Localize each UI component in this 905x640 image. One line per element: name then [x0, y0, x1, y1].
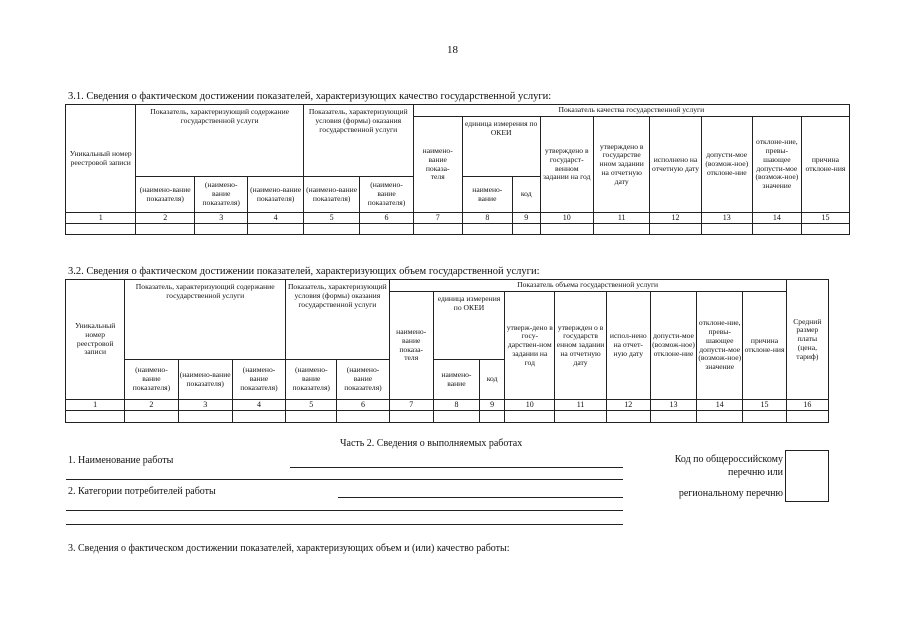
empty-cell[interactable] — [480, 411, 505, 423]
section-3-title: 3. Сведения о фактическом достижении показателей, характеризующих объем и (или) качество работы: — [68, 543, 510, 554]
section-3-1-title: 3.1. Сведения о фактическом достижении показателей, характеризующих качество государственной услуги: — [68, 91, 552, 102]
column-number: 13 — [650, 400, 696, 411]
header-approved-year: утверж-дено в госу-дарствен-ном задании на год — [505, 292, 555, 400]
empty-cell[interactable] — [701, 224, 752, 235]
column-number: 14 — [752, 213, 801, 224]
column-number: 16 — [786, 400, 828, 411]
header-quality-indicator: Показатель качества государственной услуги — [413, 105, 849, 117]
header-exceeding-deviation: отклоне-ние, превы-шающее допусти-мое (возмож-ное) значение — [752, 117, 801, 213]
header-indicator-name: наимено- вание показа- теля — [413, 117, 462, 213]
header-deviation-reason: причина отклоне-ния — [743, 292, 786, 400]
code-label-line-3: региональному перечню — [678, 488, 783, 499]
empty-cell[interactable] — [505, 411, 555, 423]
empty-cell[interactable] — [232, 411, 285, 423]
header-executed: испол-нено на отчет-ную дату — [606, 292, 650, 400]
empty-cell[interactable] — [593, 224, 650, 235]
empty-cell[interactable] — [752, 224, 801, 235]
column-number: 4 — [232, 400, 285, 411]
header-unit-name: наимено-вание — [462, 177, 512, 213]
header-exceeding-deviation: отклоне-ние, превы-шающее допусти-мое (возмож-ное) значение — [697, 292, 743, 400]
header-approved-date: утверждено в государстве нном задании на отчетную дату — [593, 117, 650, 213]
empty-cell[interactable] — [413, 224, 462, 235]
column-number: 8 — [433, 400, 479, 411]
empty-cell[interactable] — [125, 411, 178, 423]
column-number: 6 — [337, 400, 389, 411]
header-unit-okei: единица измерения по ОКЕИ — [433, 292, 504, 360]
header-sub-name: (наимено-вание показателя) — [286, 360, 337, 400]
header-allowed-deviation: допусти-мое (возмож-ное) отклоне-ние — [650, 292, 696, 400]
empty-cell[interactable] — [462, 224, 512, 235]
header-sub-name: (наимено-вание показателя) — [178, 360, 232, 400]
header-content-indicator: Показатель, характеризующий содержание государственной услуги — [136, 105, 303, 177]
header-average-fee: Средний размер платы (цена, тариф) — [786, 280, 828, 400]
empty-cell[interactable] — [360, 224, 413, 235]
column-number: 13 — [701, 213, 752, 224]
column-number: 3 — [178, 400, 232, 411]
empty-cell[interactable] — [743, 411, 786, 423]
header-approved-year: утверждено в государст-венном задании на год — [540, 117, 593, 213]
header-sub-name: (наимено-вание показателя) — [303, 177, 360, 213]
work-name-label: 1. Наименование работы — [68, 455, 174, 466]
header-content-indicator: Показатель, характеризующий содержание государственной услуги — [125, 280, 286, 360]
column-number: 11 — [555, 400, 606, 411]
empty-cell[interactable] — [555, 411, 606, 423]
header-volume-indicator: Показатель объема государственной услуги — [389, 280, 786, 292]
column-number: 5 — [286, 400, 337, 411]
page-number: 18 — [447, 44, 458, 56]
column-number: 15 — [743, 400, 786, 411]
empty-cell[interactable] — [337, 411, 389, 423]
code-label-line-2: перечню или — [727, 467, 783, 478]
code-label — [675, 453, 783, 500]
empty-cell[interactable] — [512, 224, 540, 235]
column-number: 5 — [303, 213, 360, 224]
empty-cell[interactable] — [195, 224, 248, 235]
header-sub-name: (наимено-вание показателя) — [248, 177, 303, 213]
empty-cell[interactable] — [136, 224, 195, 235]
header-sub-name: (наимено-вание показателя) — [360, 177, 413, 213]
section-3-2-title: 3.2. Сведения о фактическом достижении показателей, характеризующих объем государственной услуги: — [68, 266, 540, 277]
empty-cell[interactable] — [248, 224, 303, 235]
work-name-line-2[interactable] — [66, 479, 623, 480]
column-number: 14 — [697, 400, 743, 411]
empty-cell[interactable] — [286, 411, 337, 423]
volume-table — [65, 279, 829, 423]
column-number: 15 — [801, 213, 849, 224]
part-2-title: Часть 2. Сведения о выполняемых работах — [340, 438, 523, 449]
column-number: 11 — [593, 213, 650, 224]
consumers-line-2[interactable] — [66, 510, 623, 511]
empty-cell[interactable] — [650, 224, 701, 235]
column-number: 12 — [606, 400, 650, 411]
empty-cell[interactable] — [66, 411, 125, 423]
consumers-line[interactable] — [338, 497, 623, 498]
column-number: 10 — [540, 213, 593, 224]
header-sub-name: (наимено-вание показателя) — [195, 177, 248, 213]
header-allowed-deviation: допусти-мое (возмож-ное) отклоне-ние — [701, 117, 752, 213]
header-unit-code: код — [480, 360, 505, 400]
header-sub-name: (наимено-вание показателя) — [337, 360, 389, 400]
column-number: 9 — [480, 400, 505, 411]
column-number: 12 — [650, 213, 701, 224]
empty-cell[interactable] — [801, 224, 849, 235]
column-number: 6 — [360, 213, 413, 224]
consumers-line-3[interactable] — [66, 524, 623, 525]
header-approved-date: утвержден о в государств енном задании на отчетную дату — [555, 292, 606, 400]
header-sub-name: (наимено-вание показателя) — [136, 177, 195, 213]
header-conditions-indicator: Показатель, характеризующий условия (формы) оказания государственной услуги — [286, 280, 390, 360]
column-number: 9 — [512, 213, 540, 224]
empty-cell[interactable] — [303, 224, 360, 235]
header-conditions-indicator: Показатель, характеризующий условия (формы) оказания государственной услуги — [303, 105, 413, 177]
header-unit-okei: единица измерения по ОКЕИ — [462, 117, 540, 177]
empty-cell[interactable] — [389, 411, 433, 423]
quality-table — [65, 104, 850, 235]
column-number: 3 — [195, 213, 248, 224]
empty-cell[interactable] — [178, 411, 232, 423]
header-sub-name: (наимено-вание показателя) — [232, 360, 285, 400]
work-name-line[interactable] — [290, 467, 623, 468]
empty-cell[interactable] — [650, 411, 696, 423]
header-unit-name: наимено-вание — [433, 360, 479, 400]
column-number: 2 — [136, 213, 195, 224]
header-unique-number: Уникальный номер реестровой записи — [66, 280, 125, 400]
header-sub-name: (наимено-вание показателя) — [125, 360, 178, 400]
header-unit-code: код — [512, 177, 540, 213]
code-box[interactable] — [785, 450, 829, 502]
column-number: 7 — [413, 213, 462, 224]
column-number: 4 — [248, 213, 303, 224]
empty-cell[interactable] — [786, 411, 828, 423]
consumers-label: 2. Категории потребителей работы — [68, 486, 216, 497]
column-number: 1 — [66, 400, 125, 411]
header-indicator-name: наимено- вание показа- теля — [389, 292, 433, 400]
empty-cell[interactable] — [433, 411, 479, 423]
column-number: 10 — [505, 400, 555, 411]
column-number: 7 — [389, 400, 433, 411]
header-unique-number: Уникальный номер реестровой записи — [66, 105, 136, 213]
empty-cell[interactable] — [66, 224, 136, 235]
column-number: 1 — [66, 213, 136, 224]
empty-cell[interactable] — [606, 411, 650, 423]
empty-cell[interactable] — [697, 411, 743, 423]
empty-cell[interactable] — [540, 224, 593, 235]
code-label-line-1: Код по общероссийскому — [674, 454, 783, 465]
column-number: 8 — [462, 213, 512, 224]
header-deviation-reason: причина отклоне-ния — [801, 117, 849, 213]
column-number: 2 — [125, 400, 178, 411]
header-executed: исполнено на отчетную дату — [650, 117, 701, 213]
